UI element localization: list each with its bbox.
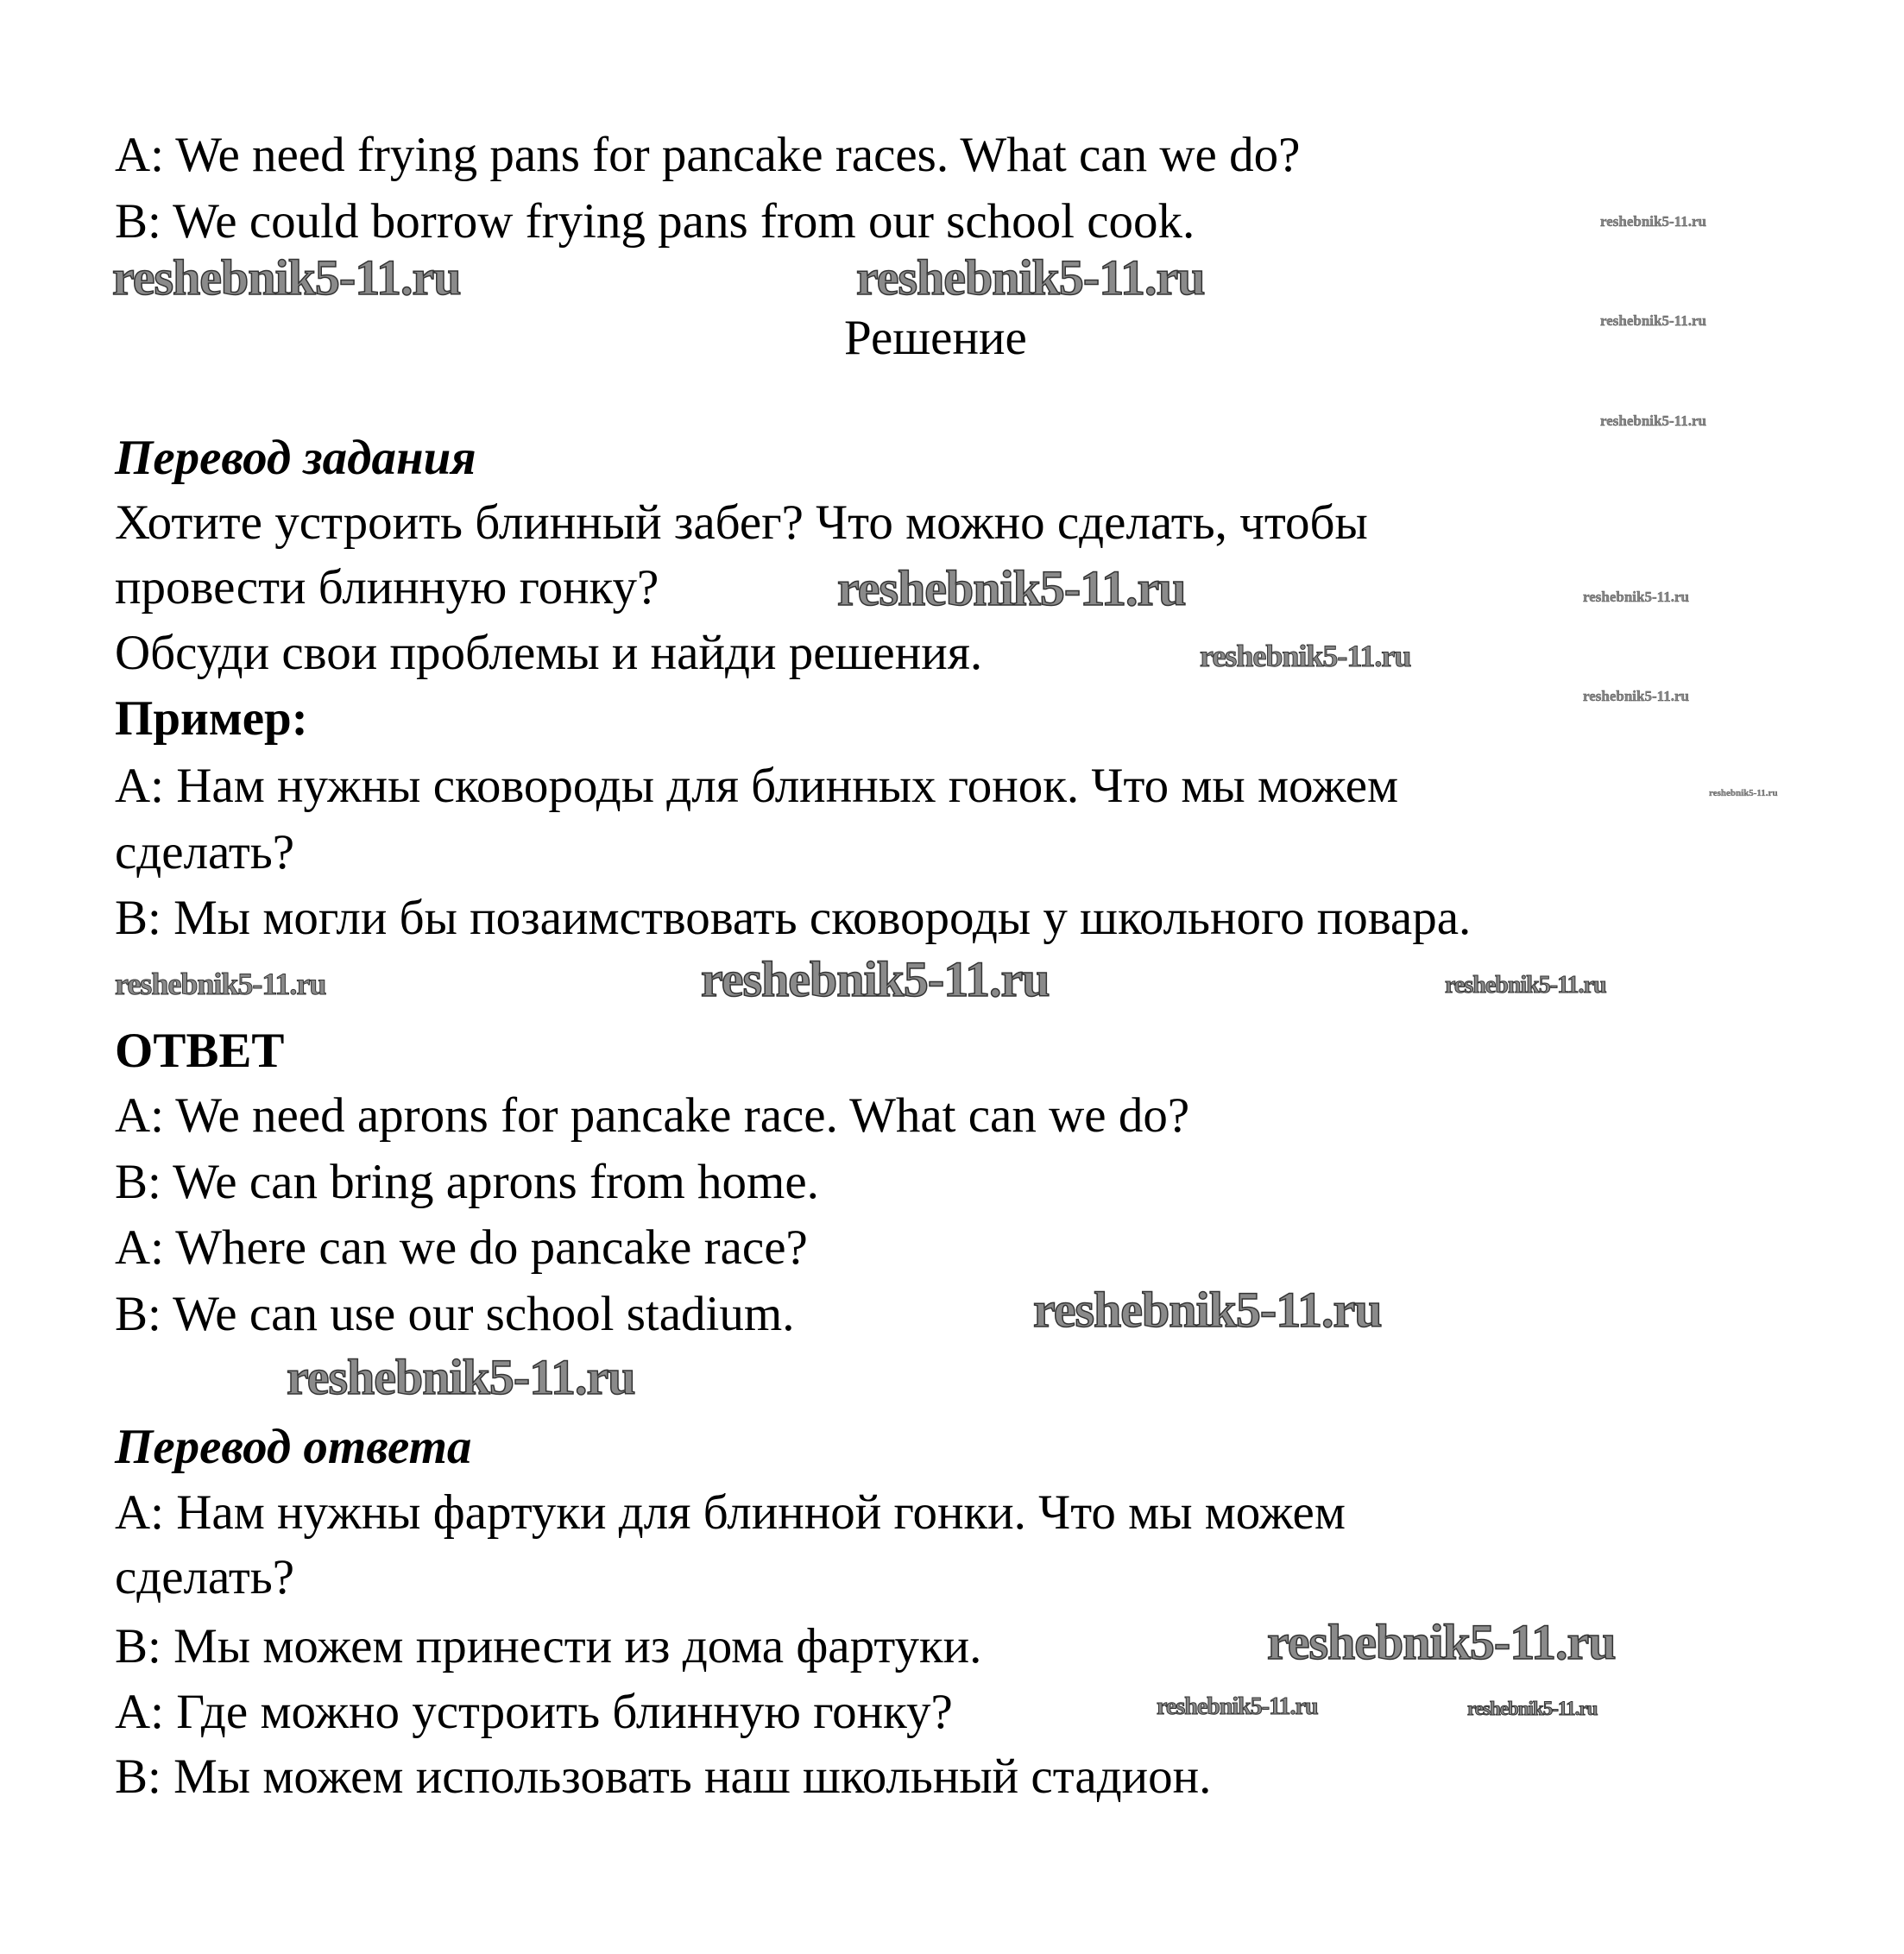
- task-translation-line: провести блинную гонку?: [115, 560, 659, 615]
- answer-line: B: We can bring aprons from home.: [115, 1155, 819, 1209]
- task-translation-line: Хотите устроить блинный забег? Что можно сделать, чтобы: [115, 495, 1368, 550]
- answer-translation-line: B: Мы можем использовать наш школьный стадион.: [115, 1749, 1212, 1804]
- example-translation-line: A: Нам нужны сковороды для блинных гонок. Что мы можем: [115, 759, 1399, 813]
- example-line-b: B: We could borrow frying pans from our school cook.: [115, 194, 1195, 249]
- task-translation-line: Обсуди свои проблемы и найди решения.: [115, 626, 983, 680]
- answer-translation-line: B: Мы можем принести из дома фартуки.: [115, 1619, 982, 1674]
- example-line-a: A: We need frying pans for pancake races. What can we do?: [115, 128, 1301, 182]
- watermark: reshebnik5-11.ru: [1709, 788, 1778, 798]
- answer-translation-heading: Перевод ответа: [115, 1420, 472, 1474]
- example-label: Пример:: [115, 691, 308, 746]
- watermark: reshebnik5-11.ru: [1033, 1282, 1382, 1338]
- example-translation-line: сделать?: [115, 825, 295, 879]
- watermark: reshebnik5-11.ru: [112, 249, 461, 306]
- watermark: reshebnik5-11.ru: [1200, 639, 1411, 673]
- example-translation-line: B: Мы могли бы позаимствовать сковороды у школьного повара.: [115, 891, 1472, 945]
- watermark: reshebnik5-11.ru: [287, 1349, 635, 1405]
- watermark: reshebnik5-11.ru: [701, 951, 1050, 1007]
- watermark: reshebnik5-11.ru: [1583, 688, 1689, 704]
- watermark: reshebnik5-11.ru: [1600, 213, 1706, 230]
- answer-heading: ОТВЕТ: [115, 1024, 285, 1078]
- watermark: reshebnik5-11.ru: [1583, 589, 1689, 605]
- watermark: reshebnik5-11.ru: [1157, 1693, 1318, 1720]
- watermark: reshebnik5-11.ru: [837, 560, 1186, 616]
- answer-translation-line: A: Нам нужны фартуки для блинной гонки. Что мы можем: [115, 1485, 1346, 1540]
- task-translation-heading: Перевод задания: [115, 431, 476, 485]
- watermark: reshebnik5-11.ru: [1267, 1614, 1616, 1670]
- solution-heading: Решение: [844, 311, 1027, 365]
- watermark: reshebnik5-11.ru: [1467, 1698, 1598, 1719]
- answer-line: A: Where can we do pancake race?: [115, 1220, 808, 1275]
- answer-translation-line: сделать?: [115, 1550, 295, 1604]
- watermark: reshebnik5-11.ru: [1600, 312, 1706, 329]
- watermark: reshebnik5-11.ru: [1445, 972, 1606, 999]
- watermark: reshebnik5-11.ru: [115, 967, 326, 1001]
- answer-line: A: We need aprons for pancake race. What can we do?: [115, 1088, 1190, 1143]
- answer-line: B: We can use our school stadium.: [115, 1287, 795, 1341]
- watermark: reshebnik5-11.ru: [1600, 413, 1706, 429]
- watermark: reshebnik5-11.ru: [856, 249, 1205, 306]
- answer-translation-line: A: Где можно устроить блинную гонку?: [115, 1685, 953, 1739]
